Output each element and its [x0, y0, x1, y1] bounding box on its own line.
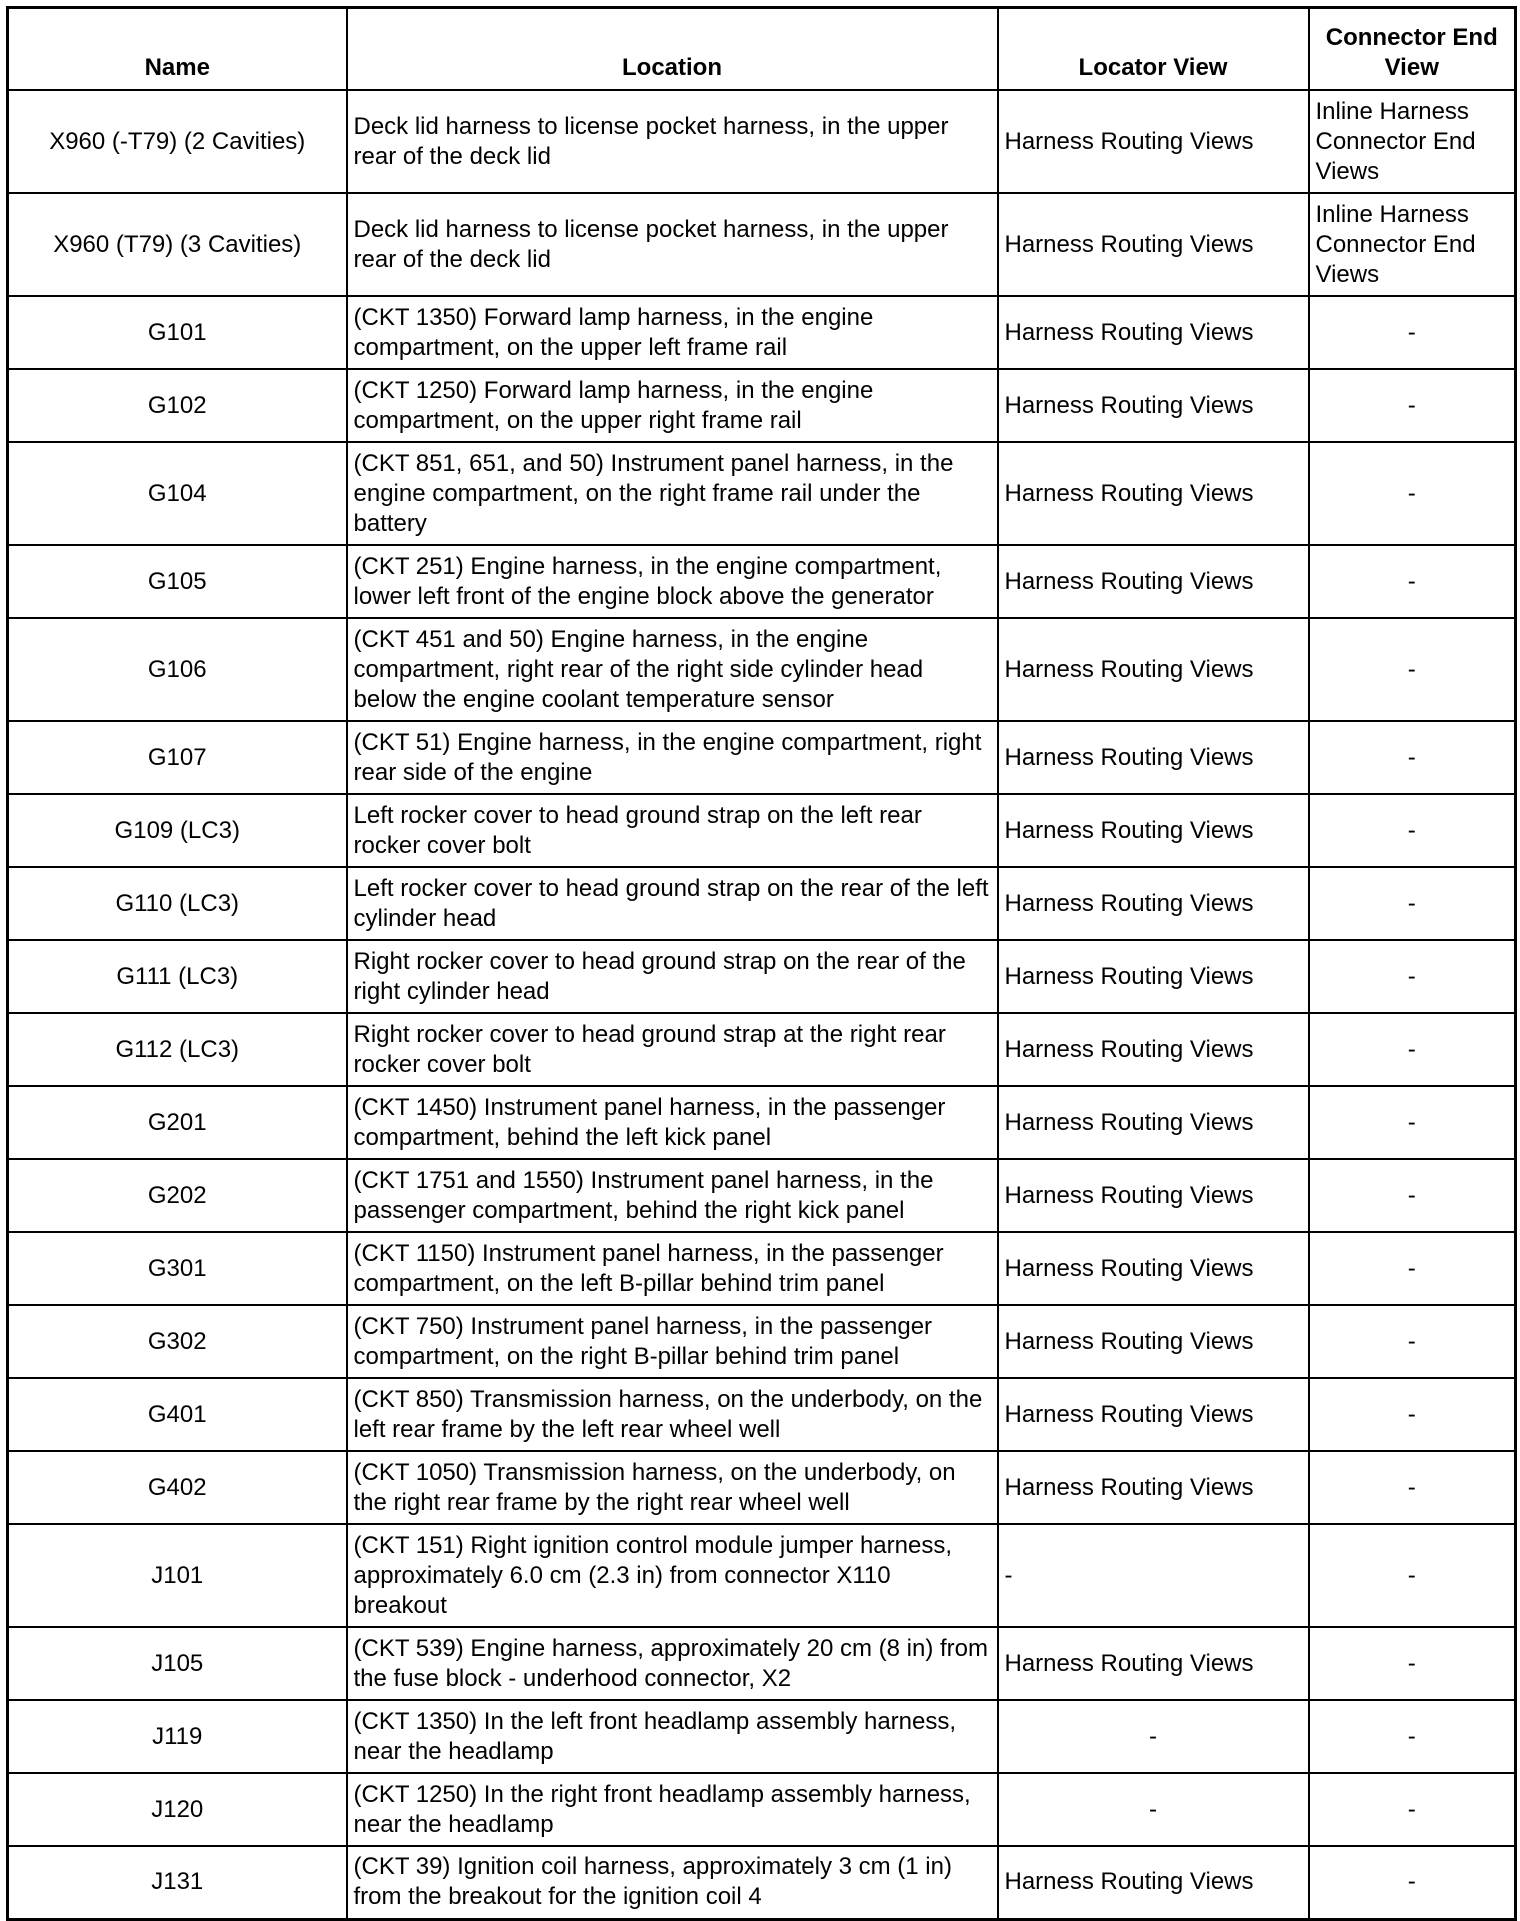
cell-location: (CKT 151) Right ignition control module jumper harness, approximately 6.0 cm (2.3 in) from connector X110 breakout: [347, 1524, 998, 1627]
table-row: [8, 1451, 1516, 1524]
table-row: [8, 1524, 1516, 1627]
cell-connector-end-view: -: [1309, 1846, 1516, 1919]
table-row: [8, 1159, 1516, 1232]
table-row: [8, 794, 1516, 867]
table-row: [8, 442, 1516, 545]
cell-connector-end-view: -: [1309, 1086, 1516, 1159]
table-row: [8, 867, 1516, 940]
cell-location: (CKT 1450) Instrument panel harness, in the passenger compartment, behind the left kick panel: [347, 1086, 998, 1159]
cell-location: (CKT 251) Engine harness, in the engine compartment, lower left front of the engine block above the generator: [347, 545, 998, 618]
table-row: [8, 1232, 1516, 1305]
header-locator-view: Locator View: [998, 8, 1309, 91]
cell-connector-end-view: -: [1309, 1627, 1516, 1700]
cell-locator-view: -: [998, 1524, 1309, 1627]
cell-locator-view: Harness Routing Views: [998, 867, 1309, 940]
cell-location: (CKT 851, 651, and 50) Instrument panel harness, in the engine compartment, on the right frame rail under the battery: [347, 442, 998, 545]
cell-location: Deck lid harness to license pocket harness, in the upper rear of the deck lid: [347, 90, 998, 193]
cell-location: (CKT 1350) In the left front headlamp assembly harness, near the headlamp: [347, 1700, 998, 1773]
cell-connector-end-view: -: [1309, 1773, 1516, 1846]
cell-name: X960 (-T79) (2 Cavities): [8, 90, 347, 193]
cell-name: G401: [8, 1378, 347, 1451]
table-row: [8, 1846, 1516, 1919]
header-row: [8, 8, 1516, 91]
cell-connector-end-view: Inline Harness Connector End Views: [1309, 90, 1516, 193]
cell-locator-view: Harness Routing Views: [998, 442, 1309, 545]
cell-name: G301: [8, 1232, 347, 1305]
cell-connector-end-view: -: [1309, 794, 1516, 867]
cell-connector-end-view: -: [1309, 1013, 1516, 1086]
table-row: [8, 721, 1516, 794]
cell-locator-view: Harness Routing Views: [998, 794, 1309, 867]
cell-location: (CKT 1150) Instrument panel harness, in the passenger compartment, on the left B-pillar behind trim panel: [347, 1232, 998, 1305]
table-row: [8, 940, 1516, 1013]
header-connector-end-view: Connector End View: [1309, 8, 1516, 91]
table-row: [8, 1627, 1516, 1700]
table-row: [8, 618, 1516, 721]
cell-connector-end-view: -: [1309, 721, 1516, 794]
cell-connector-end-view: -: [1309, 1378, 1516, 1451]
cell-locator-view: Harness Routing Views: [998, 1086, 1309, 1159]
cell-location: Right rocker cover to head ground strap on the rear of the right cylinder head: [347, 940, 998, 1013]
cell-location: (CKT 539) Engine harness, approximately 20 cm (8 in) from the fuse block - underhood connector, X2: [347, 1627, 998, 1700]
cell-locator-view: Harness Routing Views: [998, 296, 1309, 369]
cell-connector-end-view: -: [1309, 1700, 1516, 1773]
table-row: [8, 296, 1516, 369]
cell-connector-end-view: -: [1309, 442, 1516, 545]
component-locator-table: [6, 6, 1517, 1921]
cell-locator-view: Harness Routing Views: [998, 940, 1309, 1013]
cell-locator-view: Harness Routing Views: [998, 618, 1309, 721]
cell-connector-end-view: -: [1309, 1232, 1516, 1305]
cell-name: G106: [8, 618, 347, 721]
table-row: [8, 1700, 1516, 1773]
cell-name: G402: [8, 1451, 347, 1524]
cell-locator-view: -: [998, 1773, 1309, 1846]
cell-location: (CKT 1250) In the right front headlamp assembly harness, near the headlamp: [347, 1773, 998, 1846]
cell-name: X960 (T79) (3 Cavities): [8, 193, 347, 296]
cell-name: J131: [8, 1846, 347, 1919]
cell-name: J119: [8, 1700, 347, 1773]
cell-connector-end-view: -: [1309, 545, 1516, 618]
cell-name: G102: [8, 369, 347, 442]
cell-locator-view: Harness Routing Views: [998, 1305, 1309, 1378]
cell-connector-end-view: -: [1309, 296, 1516, 369]
cell-location: Deck lid harness to license pocket harness, in the upper rear of the deck lid: [347, 193, 998, 296]
cell-connector-end-view: -: [1309, 1159, 1516, 1232]
cell-locator-view: Harness Routing Views: [998, 1232, 1309, 1305]
cell-locator-view: Harness Routing Views: [998, 545, 1309, 618]
cell-location: (CKT 850) Transmission harness, on the underbody, on the left rear frame by the left rear wheel well: [347, 1378, 998, 1451]
table-row: [8, 1773, 1516, 1846]
cell-name: G111 (LC3): [8, 940, 347, 1013]
cell-name: G109 (LC3): [8, 794, 347, 867]
cell-locator-view: Harness Routing Views: [998, 90, 1309, 193]
cell-connector-end-view: -: [1309, 867, 1516, 940]
cell-name: G202: [8, 1159, 347, 1232]
cell-name: J105: [8, 1627, 347, 1700]
cell-locator-view: Harness Routing Views: [998, 193, 1309, 296]
cell-connector-end-view: -: [1309, 369, 1516, 442]
cell-locator-view: Harness Routing Views: [998, 1846, 1309, 1919]
cell-locator-view: Harness Routing Views: [998, 1451, 1309, 1524]
cell-locator-view: Harness Routing Views: [998, 1627, 1309, 1700]
cell-name: G107: [8, 721, 347, 794]
cell-location: (CKT 51) Engine harness, in the engine compartment, right rear side of the engine: [347, 721, 998, 794]
table-row: [8, 1378, 1516, 1451]
cell-connector-end-view: -: [1309, 618, 1516, 721]
cell-connector-end-view: Inline Harness Connector End Views: [1309, 193, 1516, 296]
cell-name: G101: [8, 296, 347, 369]
cell-name: J101: [8, 1524, 347, 1627]
table-row: [8, 1305, 1516, 1378]
header-location: Location: [347, 8, 998, 91]
cell-name: G112 (LC3): [8, 1013, 347, 1086]
cell-location: (CKT 1350) Forward lamp harness, in the engine compartment, on the upper left frame rail: [347, 296, 998, 369]
cell-locator-view: Harness Routing Views: [998, 369, 1309, 442]
cell-location: (CKT 451 and 50) Engine harness, in the engine compartment, right rear of the right side cylinder head below the engine coolant temperature sensor: [347, 618, 998, 721]
table-row: [8, 1086, 1516, 1159]
cell-location: (CKT 1250) Forward lamp harness, in the engine compartment, on the upper right frame rail: [347, 369, 998, 442]
cell-name: G110 (LC3): [8, 867, 347, 940]
document-page: [6, 6, 1514, 1921]
cell-name: J120: [8, 1773, 347, 1846]
table-row: [8, 1013, 1516, 1086]
cell-connector-end-view: -: [1309, 1451, 1516, 1524]
cell-location: Left rocker cover to head ground strap on the rear of the left cylinder head: [347, 867, 998, 940]
cell-name: G201: [8, 1086, 347, 1159]
table-row: [8, 545, 1516, 618]
cell-name: G104: [8, 442, 347, 545]
cell-locator-view: -: [998, 1700, 1309, 1773]
table-row: [8, 90, 1516, 193]
cell-location: (CKT 1050) Transmission harness, on the underbody, on the right rear frame by the right rear wheel well: [347, 1451, 998, 1524]
cell-location: (CKT 1751 and 1550) Instrument panel harness, in the passenger compartment, behind the right kick panel: [347, 1159, 998, 1232]
cell-connector-end-view: -: [1309, 1305, 1516, 1378]
cell-location: Right rocker cover to head ground strap at the right rear rocker cover bolt: [347, 1013, 998, 1086]
cell-name: G105: [8, 545, 347, 618]
cell-connector-end-view: -: [1309, 1524, 1516, 1627]
cell-location: Left rocker cover to head ground strap on the left rear rocker cover bolt: [347, 794, 998, 867]
cell-locator-view: Harness Routing Views: [998, 1013, 1309, 1086]
cell-name: G302: [8, 1305, 347, 1378]
cell-locator-view: Harness Routing Views: [998, 1159, 1309, 1232]
cell-location: (CKT 39) Ignition coil harness, approximately 3 cm (1 in) from the breakout for the ignition coil 4: [347, 1846, 998, 1919]
table-row: [8, 369, 1516, 442]
cell-locator-view: Harness Routing Views: [998, 1378, 1309, 1451]
cell-locator-view: Harness Routing Views: [998, 721, 1309, 794]
table-row: [8, 193, 1516, 296]
header-name: Name: [8, 8, 347, 91]
cell-connector-end-view: -: [1309, 940, 1516, 1013]
cell-location: (CKT 750) Instrument panel harness, in the passenger compartment, on the right B-pillar behind trim panel: [347, 1305, 998, 1378]
